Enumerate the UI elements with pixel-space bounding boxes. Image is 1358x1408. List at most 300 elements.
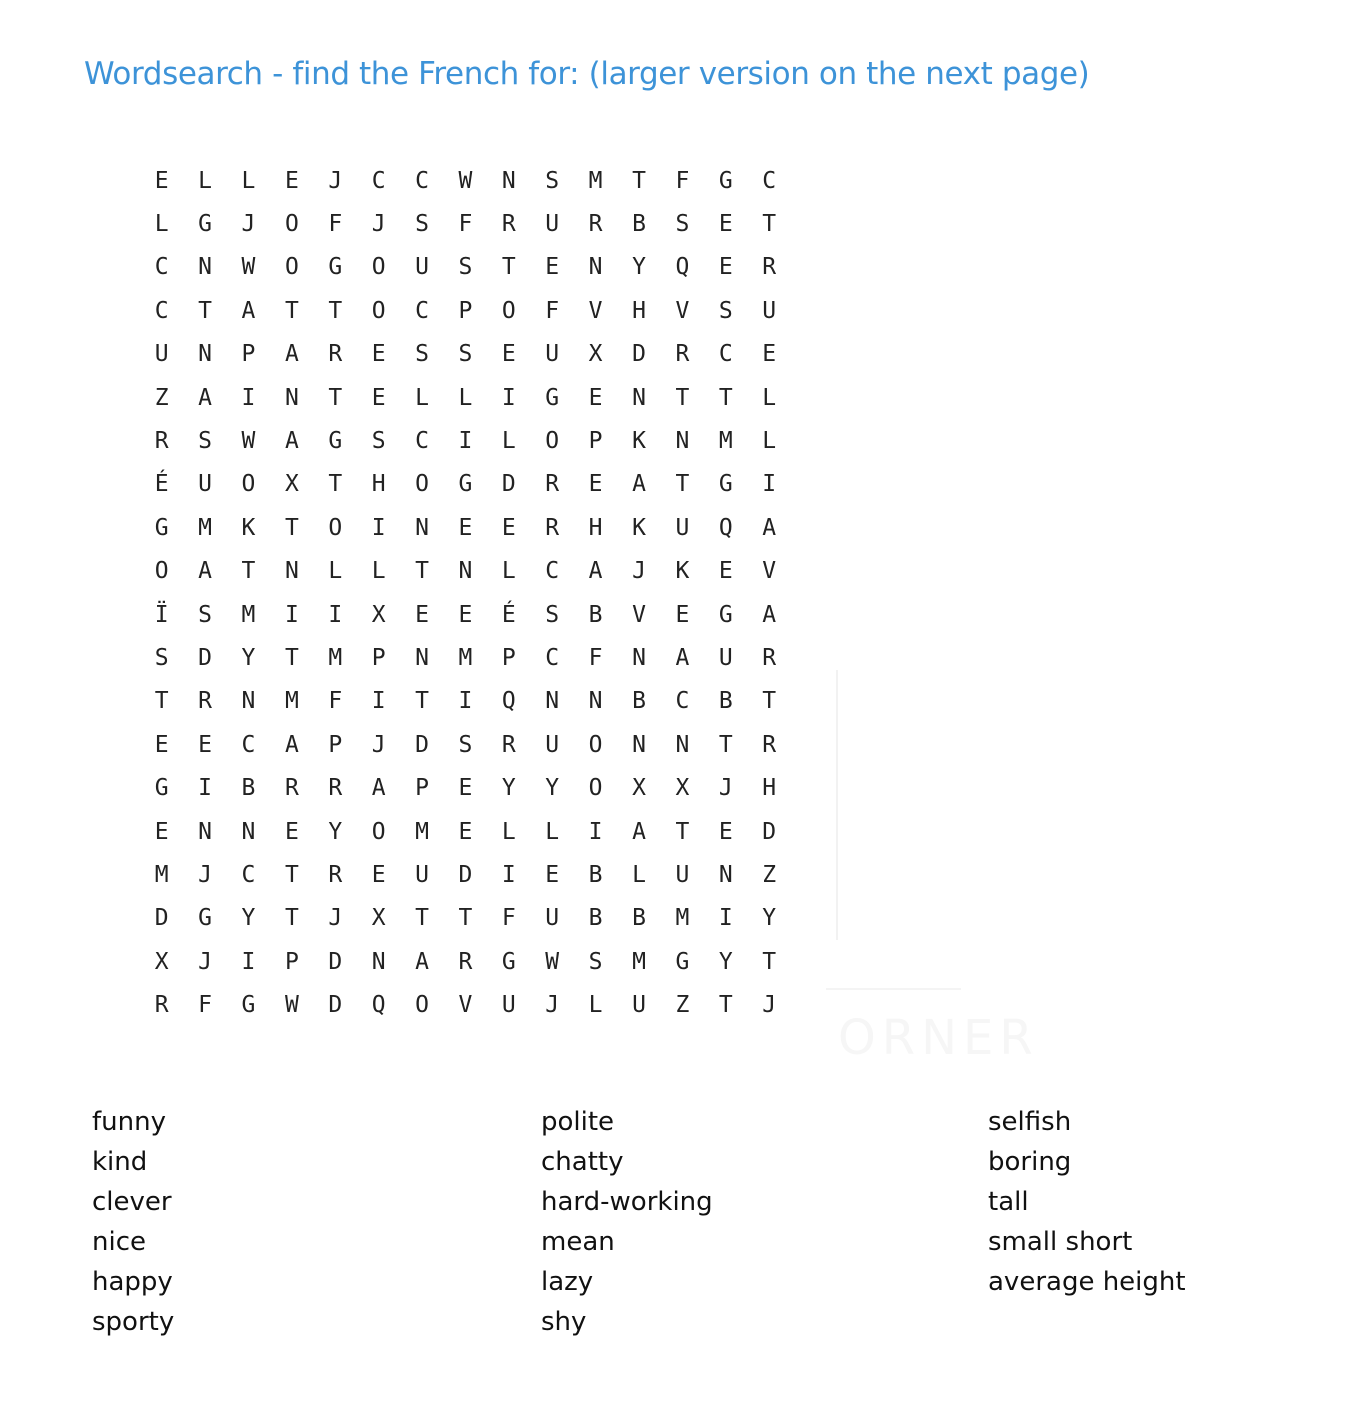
grid-letter: D bbox=[328, 948, 343, 975]
grid-letter: B bbox=[632, 211, 646, 238]
grid-letter: J bbox=[328, 905, 343, 932]
grid-letter: J bbox=[198, 948, 213, 975]
grid-letter: S bbox=[458, 254, 473, 281]
grid-letter: G bbox=[718, 471, 733, 498]
grid-letter: E bbox=[371, 861, 386, 888]
grid-letter: R bbox=[762, 644, 777, 671]
grid-letter: F bbox=[675, 167, 690, 194]
grid-letter: R bbox=[501, 731, 516, 758]
word-list-item: average height bbox=[988, 1267, 1186, 1297]
word-list-item: small short bbox=[988, 1227, 1133, 1257]
grid-letter: T bbox=[284, 514, 299, 541]
grid-letter: K bbox=[675, 558, 690, 585]
grid-letter: D bbox=[198, 644, 213, 671]
grid-letter: F bbox=[588, 644, 603, 671]
grid-letter: Z bbox=[762, 861, 777, 888]
word-list-item: selfish bbox=[988, 1107, 1072, 1137]
grid-letter: O bbox=[588, 775, 603, 802]
grid-letter: M bbox=[415, 818, 429, 845]
grid-letter: L bbox=[762, 384, 777, 411]
grid-letter: G bbox=[198, 211, 213, 238]
word-list-item: chatty bbox=[541, 1147, 624, 1177]
grid-letter: U bbox=[545, 731, 560, 758]
grid-letter: R bbox=[501, 211, 516, 238]
grid-letter: I bbox=[284, 601, 299, 628]
grid-letter: J bbox=[762, 992, 777, 1019]
watermark-text: ORNER bbox=[838, 1010, 1039, 1066]
word-list-item: kind bbox=[92, 1147, 148, 1177]
grid-row bbox=[140, 159, 792, 202]
grid-letter: L bbox=[328, 558, 343, 585]
grid-letter: J bbox=[371, 211, 386, 238]
grid-letter: C bbox=[675, 688, 690, 715]
grid-row bbox=[140, 202, 792, 245]
grid-letter: R bbox=[545, 471, 560, 498]
grid-letter: S bbox=[198, 428, 213, 455]
word-list-column-2 bbox=[541, 1102, 713, 1342]
grid-letter: I bbox=[762, 471, 777, 498]
grid-letter: L bbox=[762, 428, 777, 455]
grid-letter: E bbox=[154, 731, 169, 758]
grid-letter: W bbox=[458, 167, 473, 194]
grid-letter: V bbox=[675, 297, 690, 324]
grid-letter: K bbox=[632, 514, 646, 541]
grid-letter: E bbox=[284, 167, 299, 194]
wordsearch-grid bbox=[140, 159, 792, 1027]
grid-letter: X bbox=[154, 948, 169, 975]
grid-letter: T bbox=[718, 992, 733, 1019]
grid-letter: A bbox=[371, 775, 386, 802]
grid-letter: N bbox=[198, 818, 213, 845]
grid-letter: T bbox=[718, 731, 733, 758]
grid-letter: N bbox=[284, 558, 299, 585]
grid-letter: P bbox=[328, 731, 343, 758]
grid-letter: L bbox=[501, 428, 516, 455]
grid-letter: D bbox=[501, 471, 516, 498]
grid-letter: T bbox=[328, 297, 343, 324]
grid-letter: O bbox=[371, 297, 386, 324]
grid-letter: Y bbox=[241, 644, 256, 671]
grid-letter: A bbox=[588, 558, 603, 585]
grid-letter: N bbox=[458, 558, 473, 585]
grid-letter: A bbox=[632, 818, 646, 845]
word-list-item: polite bbox=[541, 1107, 615, 1137]
grid-letter: C bbox=[545, 558, 560, 585]
grid-letter: B bbox=[588, 861, 603, 888]
word-list-item: funny bbox=[92, 1107, 166, 1137]
grid-letter: T bbox=[415, 688, 429, 715]
grid-letter: J bbox=[241, 211, 256, 238]
watermark-line bbox=[836, 670, 838, 940]
grid-letter: T bbox=[328, 384, 343, 411]
word-list-item: nice bbox=[92, 1227, 146, 1257]
grid-letter: G bbox=[198, 905, 213, 932]
grid-letter: Y bbox=[545, 775, 560, 802]
grid-letter: N bbox=[675, 428, 690, 455]
grid-letter: M bbox=[675, 905, 690, 932]
grid-letter: M bbox=[198, 514, 213, 541]
grid-row bbox=[140, 723, 792, 766]
grid-row bbox=[140, 419, 792, 462]
page-title: Wordsearch - find the French for: (larger version on the next page) bbox=[84, 56, 1090, 92]
grid-letter: F bbox=[458, 211, 473, 238]
grid-letter: E bbox=[458, 514, 473, 541]
grid-letter: Y bbox=[328, 818, 343, 845]
grid-letter: R bbox=[762, 254, 777, 281]
grid-letter: E bbox=[415, 601, 429, 628]
word-list-item: boring bbox=[988, 1147, 1072, 1177]
grid-letter: X bbox=[284, 471, 299, 498]
grid-letter: L bbox=[588, 992, 603, 1019]
grid-letter: E bbox=[718, 254, 733, 281]
grid-letter: R bbox=[762, 731, 777, 758]
grid-letter: A bbox=[284, 731, 299, 758]
grid-letter: T bbox=[675, 384, 690, 411]
grid-letter: G bbox=[675, 948, 690, 975]
grid-letter: U bbox=[675, 514, 690, 541]
grid-letter: X bbox=[632, 775, 646, 802]
grid-letter: C bbox=[371, 167, 386, 194]
grid-letter: T bbox=[762, 688, 777, 715]
word-list-item: hard-working bbox=[541, 1187, 713, 1217]
grid-letter: X bbox=[588, 341, 603, 368]
grid-letter: T bbox=[762, 211, 777, 238]
grid-letter: I bbox=[501, 861, 516, 888]
grid-letter: M bbox=[632, 948, 646, 975]
grid-letter: O bbox=[154, 558, 169, 585]
grid-letter: C bbox=[545, 644, 560, 671]
grid-row bbox=[140, 463, 792, 506]
grid-letter: N bbox=[632, 731, 646, 758]
grid-letter: T bbox=[284, 905, 299, 932]
grid-letter: S bbox=[458, 731, 473, 758]
grid-row bbox=[140, 550, 792, 593]
grid-letter: N bbox=[198, 341, 213, 368]
grid-letter: V bbox=[632, 601, 646, 628]
watermark-rule bbox=[826, 988, 961, 990]
grid-letter: N bbox=[241, 818, 256, 845]
grid-letter: L bbox=[241, 167, 256, 194]
grid-letter: G bbox=[718, 167, 733, 194]
grid-letter: A bbox=[415, 948, 429, 975]
grid-letter: D bbox=[762, 818, 777, 845]
grid-letter: T bbox=[154, 688, 169, 715]
grid-letter: A bbox=[198, 558, 213, 585]
grid-letter: X bbox=[371, 601, 386, 628]
grid-letter: R bbox=[198, 688, 213, 715]
grid-letter: F bbox=[198, 992, 213, 1019]
grid-letter: R bbox=[154, 992, 169, 1019]
grid-letter: N bbox=[675, 731, 690, 758]
grid-letter: H bbox=[371, 471, 386, 498]
grid-letter: O bbox=[241, 471, 256, 498]
grid-row bbox=[140, 983, 792, 1026]
grid-letter: B bbox=[718, 688, 733, 715]
grid-row bbox=[140, 680, 792, 723]
grid-letter: T bbox=[198, 297, 213, 324]
grid-letter: E bbox=[718, 211, 733, 238]
grid-letter: U bbox=[198, 471, 213, 498]
grid-letter: E bbox=[371, 341, 386, 368]
grid-letter: D bbox=[328, 992, 343, 1019]
grid-letter: J bbox=[632, 558, 646, 585]
grid-letter: R bbox=[545, 514, 560, 541]
grid-letter: O bbox=[284, 254, 299, 281]
word-list-item: mean bbox=[541, 1227, 615, 1257]
grid-letter: E bbox=[545, 254, 560, 281]
grid-letter: C bbox=[241, 731, 256, 758]
grid-letter: K bbox=[632, 428, 646, 455]
grid-letter: C bbox=[415, 167, 429, 194]
grid-letter: H bbox=[632, 297, 646, 324]
grid-letter: T bbox=[284, 297, 299, 324]
grid-letter: Q bbox=[675, 254, 690, 281]
grid-letter: U bbox=[718, 644, 733, 671]
grid-letter: S bbox=[371, 428, 386, 455]
grid-letter: R bbox=[588, 211, 603, 238]
grid-letter: U bbox=[675, 861, 690, 888]
word-list-item: lazy bbox=[541, 1267, 594, 1297]
word-list-item: sporty bbox=[92, 1307, 175, 1337]
grid-letter: X bbox=[371, 905, 386, 932]
grid-letter: J bbox=[718, 775, 733, 802]
grid-letter: N bbox=[588, 688, 603, 715]
grid-letter: M bbox=[588, 167, 603, 194]
grid-letter: K bbox=[241, 514, 256, 541]
grid-letter: M bbox=[328, 644, 343, 671]
grid-letter: T bbox=[501, 254, 516, 281]
grid-letter: V bbox=[458, 992, 473, 1019]
grid-letter: E bbox=[458, 818, 473, 845]
grid-letter: I bbox=[501, 384, 516, 411]
grid-letter: C bbox=[154, 297, 169, 324]
grid-letter: M bbox=[284, 688, 299, 715]
grid-letter: G bbox=[718, 601, 733, 628]
grid-row bbox=[140, 333, 792, 376]
grid-letter: I bbox=[241, 948, 256, 975]
grid-letter: T bbox=[284, 861, 299, 888]
grid-letter: E bbox=[154, 818, 169, 845]
grid-letter: D bbox=[632, 341, 646, 368]
grid-letter: H bbox=[762, 775, 777, 802]
grid-letter: A bbox=[284, 428, 299, 455]
grid-letter: U bbox=[762, 297, 777, 324]
grid-letter: R bbox=[675, 341, 690, 368]
grid-letter: F bbox=[328, 688, 343, 715]
grid-letter: F bbox=[545, 297, 560, 324]
grid-letter: T bbox=[632, 167, 646, 194]
grid-letter: V bbox=[762, 558, 777, 585]
grid-letter: Y bbox=[501, 775, 516, 802]
grid-letter: D bbox=[154, 905, 169, 932]
grid-letter: Y bbox=[718, 948, 733, 975]
grid-letter: P bbox=[501, 644, 516, 671]
grid-letter: G bbox=[154, 514, 169, 541]
grid-letter: B bbox=[588, 905, 603, 932]
grid-letter: S bbox=[198, 601, 213, 628]
grid-letter: L bbox=[458, 384, 473, 411]
grid-letter: Z bbox=[154, 384, 169, 411]
grid-letter: G bbox=[501, 948, 516, 975]
grid-letter: I bbox=[371, 688, 386, 715]
grid-letter: T bbox=[241, 558, 256, 585]
grid-letter: E bbox=[154, 167, 169, 194]
grid-letter: S bbox=[675, 211, 690, 238]
grid-letter: R bbox=[284, 775, 299, 802]
grid-letter: S bbox=[415, 211, 429, 238]
grid-letter: I bbox=[718, 905, 733, 932]
grid-letter: É bbox=[154, 471, 169, 498]
grid-letter: O bbox=[501, 297, 516, 324]
grid-letter: E bbox=[501, 514, 516, 541]
grid-letter: F bbox=[328, 211, 343, 238]
grid-letter: C bbox=[762, 167, 777, 194]
word-list-item: shy bbox=[541, 1307, 587, 1337]
grid-letter: I bbox=[458, 688, 473, 715]
grid-letter: S bbox=[718, 297, 733, 324]
grid-letter: P bbox=[371, 644, 386, 671]
grid-letter: C bbox=[415, 428, 429, 455]
grid-letter: C bbox=[241, 861, 256, 888]
grid-letter: I bbox=[458, 428, 473, 455]
grid-letter: W bbox=[241, 254, 256, 281]
grid-row bbox=[140, 506, 792, 549]
grid-letter: L bbox=[415, 384, 429, 411]
grid-letter: O bbox=[545, 428, 560, 455]
grid-letter: P bbox=[415, 775, 429, 802]
grid-letter: G bbox=[545, 384, 560, 411]
grid-letter: E bbox=[675, 601, 690, 628]
grid-letter: R bbox=[328, 775, 343, 802]
grid-letter: P bbox=[284, 948, 299, 975]
grid-letter: T bbox=[718, 384, 733, 411]
grid-letter: Q bbox=[718, 514, 733, 541]
grid-letter: L bbox=[501, 818, 516, 845]
grid-letter: T bbox=[415, 558, 429, 585]
grid-letter: W bbox=[545, 948, 560, 975]
grid-letter: A bbox=[284, 341, 299, 368]
grid-letter: E bbox=[718, 558, 733, 585]
grid-letter: S bbox=[545, 167, 560, 194]
grid-letter: T bbox=[675, 818, 690, 845]
grid-letter: E bbox=[545, 861, 560, 888]
grid-letter: L bbox=[371, 558, 386, 585]
grid-letter: E bbox=[718, 818, 733, 845]
grid-letter: M bbox=[154, 861, 169, 888]
grid-letter: U bbox=[545, 341, 560, 368]
grid-letter: G bbox=[458, 471, 473, 498]
grid-letter: S bbox=[458, 341, 473, 368]
grid-letter: G bbox=[241, 992, 256, 1019]
word-list-item: clever bbox=[92, 1187, 172, 1217]
grid-letter: N bbox=[632, 384, 646, 411]
grid-letter: P bbox=[241, 341, 256, 368]
grid-letter: T bbox=[284, 644, 299, 671]
word-list-column-1 bbox=[92, 1102, 174, 1342]
grid-row bbox=[140, 289, 792, 332]
grid-letter: J bbox=[371, 731, 386, 758]
grid-letter: M bbox=[241, 601, 256, 628]
grid-letter: T bbox=[675, 471, 690, 498]
grid-letter: R bbox=[328, 341, 343, 368]
grid-row bbox=[140, 897, 792, 940]
grid-letter: W bbox=[284, 992, 299, 1019]
grid-letter: E bbox=[762, 341, 777, 368]
grid-letter: E bbox=[588, 384, 603, 411]
watermark bbox=[826, 670, 1086, 1070]
grid-letter: P bbox=[458, 297, 473, 324]
grid-row bbox=[140, 853, 792, 896]
grid-letter: N bbox=[501, 167, 516, 194]
grid-letter: A bbox=[198, 384, 213, 411]
grid-letter: O bbox=[328, 514, 343, 541]
grid-letter: Q bbox=[501, 688, 516, 715]
grid-letter: S bbox=[415, 341, 429, 368]
grid-letter: O bbox=[371, 254, 386, 281]
grid-letter: E bbox=[458, 775, 473, 802]
grid-letter: A bbox=[762, 601, 777, 628]
grid-letter: B bbox=[588, 601, 603, 628]
grid-letter: J bbox=[328, 167, 343, 194]
grid-letter: V bbox=[588, 297, 603, 324]
grid-letter: I bbox=[328, 601, 343, 628]
grid-letter: O bbox=[284, 211, 299, 238]
grid-letter: R bbox=[154, 428, 169, 455]
grid-letter: I bbox=[241, 384, 256, 411]
grid-letter: T bbox=[458, 905, 473, 932]
grid-letter: T bbox=[328, 471, 343, 498]
grid-letter: C bbox=[154, 254, 169, 281]
grid-letter: E bbox=[588, 471, 603, 498]
grid-letter: G bbox=[154, 775, 169, 802]
grid-letter: E bbox=[501, 341, 516, 368]
grid-letter: T bbox=[415, 905, 429, 932]
grid-letter: N bbox=[718, 861, 733, 888]
grid-letter: G bbox=[328, 254, 343, 281]
grid-letter: Z bbox=[675, 992, 690, 1019]
grid-letter: U bbox=[415, 254, 429, 281]
word-list-item: happy bbox=[92, 1267, 173, 1297]
grid-letter: R bbox=[458, 948, 473, 975]
grid-letter: É bbox=[501, 601, 516, 628]
grid-letter: W bbox=[241, 428, 256, 455]
grid-letter: O bbox=[371, 818, 386, 845]
grid-letter: E bbox=[284, 818, 299, 845]
grid-letter: S bbox=[588, 948, 603, 975]
grid-letter: P bbox=[588, 428, 603, 455]
grid-letter: A bbox=[632, 471, 646, 498]
grid-row bbox=[140, 376, 792, 419]
grid-letter: L bbox=[632, 861, 646, 888]
grid-row bbox=[140, 636, 792, 679]
grid-letter: N bbox=[241, 688, 256, 715]
grid-letter: B bbox=[241, 775, 256, 802]
grid-letter: Q bbox=[371, 992, 386, 1019]
grid-letter: U bbox=[545, 905, 560, 932]
grid-letter: A bbox=[762, 514, 777, 541]
grid-letter: A bbox=[675, 644, 690, 671]
grid-letter: J bbox=[545, 992, 560, 1019]
grid-letter: C bbox=[718, 341, 733, 368]
grid-letter: H bbox=[588, 514, 603, 541]
grid-letter: D bbox=[458, 861, 473, 888]
grid-letter: L bbox=[501, 558, 516, 585]
grid-letter: Y bbox=[241, 905, 256, 932]
grid-letter: X bbox=[675, 775, 690, 802]
grid-letter: N bbox=[371, 948, 386, 975]
grid-letter: L bbox=[154, 211, 169, 238]
grid-row bbox=[140, 593, 792, 636]
